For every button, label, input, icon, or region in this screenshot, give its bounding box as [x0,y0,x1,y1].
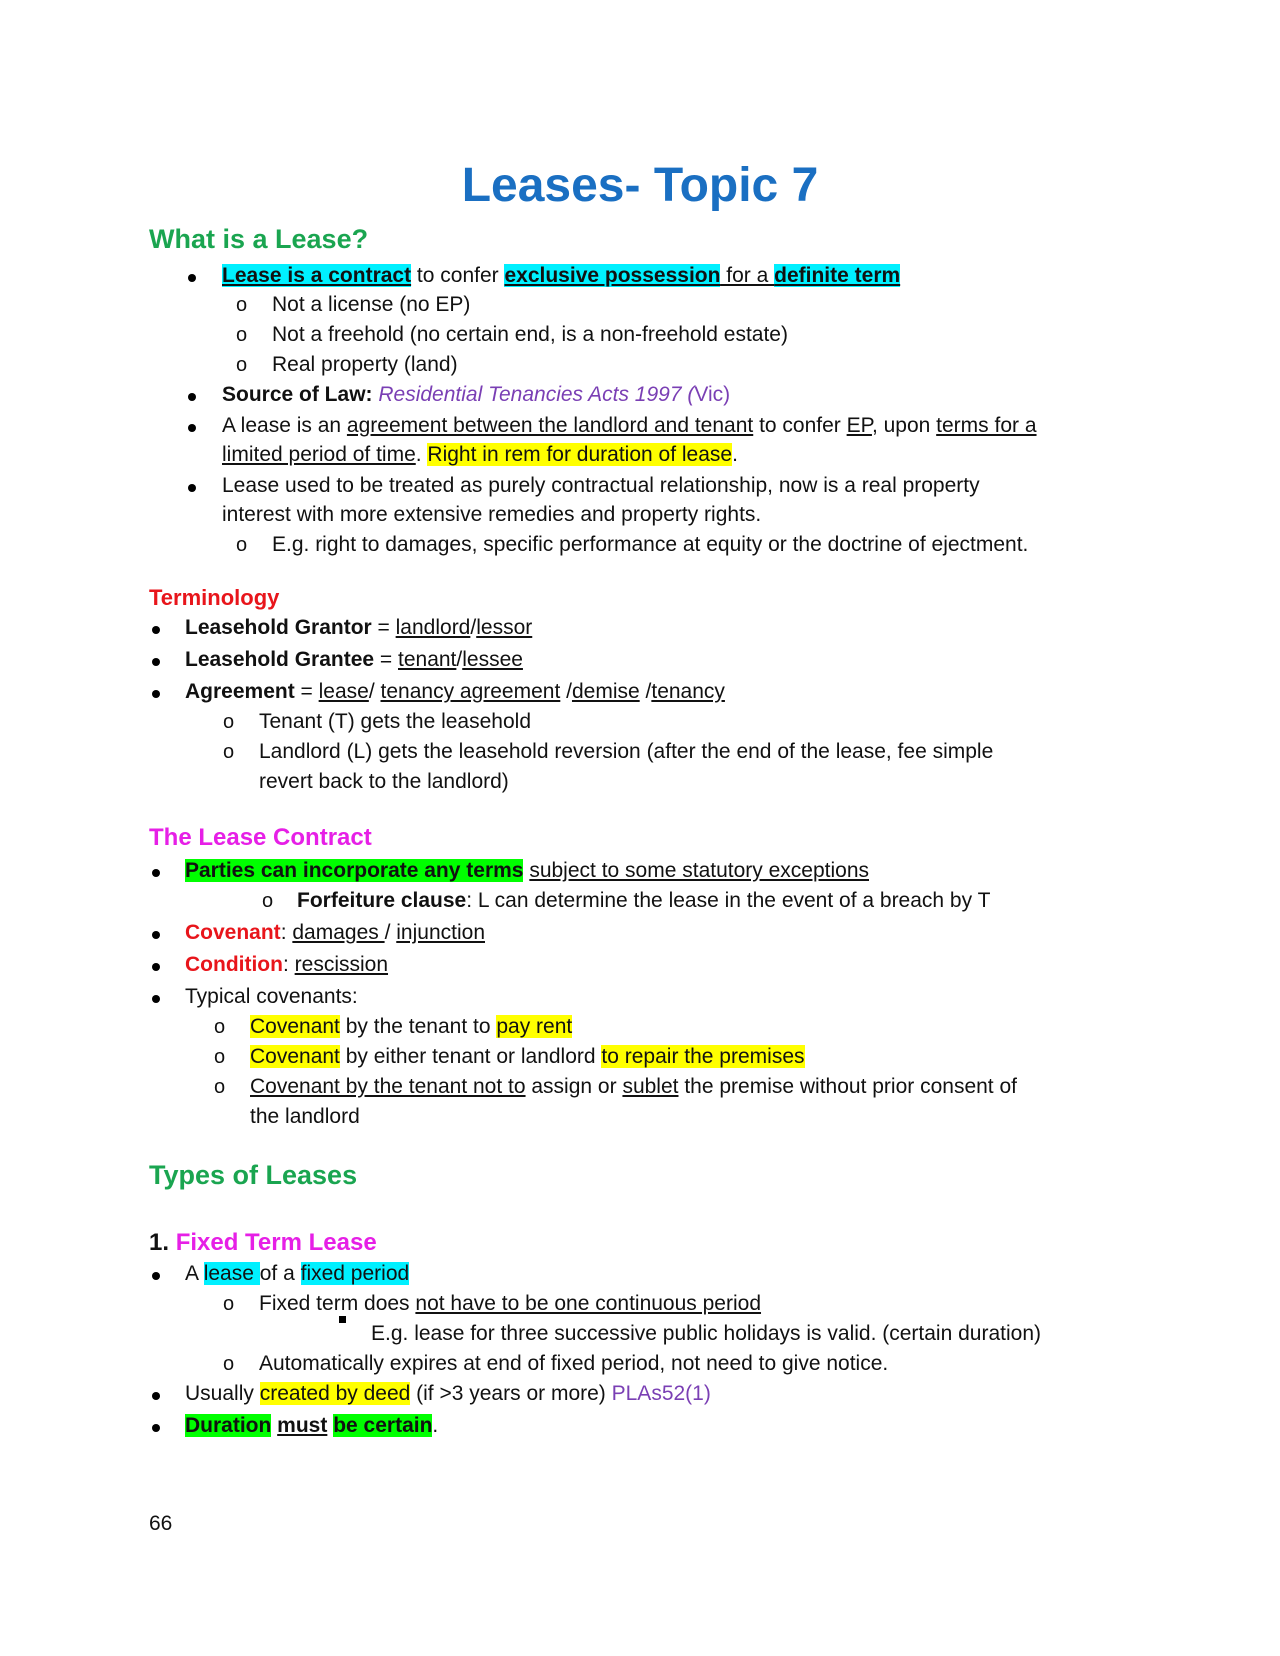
bullet-created-by-deed: Usually created by deed (if >3 years or more) PLAs52(1) [185,1382,711,1405]
bullet-icon [152,658,160,666]
bullet-contractual-relationship-line1: Lease used to be treated as purely contractual relationship, now is a real property [222,474,980,497]
sub-bullet-real-property: Real property (land) [272,353,458,376]
bullet-icon [152,1272,160,1280]
bullet-typical-covenants: Typical covenants: [185,985,358,1008]
bullet-icon [188,484,196,492]
term-leasehold-grantee: Leasehold Grantee = tenant/lessee [185,648,523,671]
covenant-repair-premises: Covenant by either tenant or landlord to repair the premises [250,1045,805,1068]
bullet-lease-definition: Lease is a contract to confer exclusive possession for a definite term [222,264,901,287]
sub-bullet-forfeiture-clause: Forfeiture clause: L can determine the lease in the event of a breach by T [297,889,991,912]
heading-lease-contract: The Lease Contract [149,824,372,851]
bullet-duration-certain: Duration must be certain. [185,1414,439,1437]
sub-bullet-not-freehold: Not a freehold (no certain end, is a non-freehold estate) [272,323,788,346]
circle-bullet-icon: o [236,294,248,316]
sub-sub-bullet-public-holidays: E.g. lease for three successive public holidays is valid. (certain duration) [371,1322,1041,1345]
circle-bullet-icon: o [223,711,235,733]
bullet-icon [152,869,160,877]
bullet-parties-incorporate-terms: Parties can incorporate any terms subject to some statutory exceptions [185,859,869,882]
bullet-fixed-period: A lease of a fixed period [185,1262,410,1285]
circle-bullet-icon: o [214,1046,226,1068]
circle-bullet-icon: o [262,890,274,912]
page-number: 66 [149,1512,173,1535]
sub-bullet-landlord-reversion-line1: Landlord (L) gets the leasehold reversion (after the end of the lease, fee simple [259,740,994,763]
sub-bullet-not-continuous: Fixed term does not have to be one continuous period [259,1292,762,1315]
bullet-icon [152,963,160,971]
heading-what-is-a-lease: What is a Lease? [149,224,369,254]
bullet-contractual-relationship-line2: interest with more extensive remedies and property rights. [222,503,762,526]
sub-bullet-not-license: Not a license (no EP) [272,293,471,316]
circle-bullet-icon: o [223,1293,235,1315]
bullet-icon [152,995,160,1003]
circle-bullet-icon: o [223,1353,235,1375]
sub-bullet-landlord-reversion-line2: revert back to the landlord) [259,770,509,793]
bullet-icon [152,1392,160,1400]
bullet-lease-agreement-line2: limited period of time. Right in rem for duration of lease. [222,443,738,466]
square-bullet-icon [339,1316,346,1323]
circle-bullet-icon: o [223,741,235,763]
heading-terminology: Terminology [149,585,280,610]
circle-bullet-icon: o [236,354,248,376]
bullet-icon [152,1424,160,1432]
sub-bullet-remedies-example: E.g. right to damages, specific performance at equity or the doctrine of ejectment. [272,533,1029,556]
sub-bullet-auto-expires: Automatically expires at end of fixed period, not need to give notice. [259,1352,889,1375]
bullet-icon [152,626,160,634]
bullet-icon [152,690,160,698]
page-title: Leases- Topic 7 [461,159,819,212]
covenant-pay-rent: Covenant by the tenant to pay rent [250,1015,573,1038]
covenant-not-assign-line2: the landlord [250,1105,360,1128]
sub-bullet-tenant-leasehold: Tenant (T) gets the leasehold [259,710,531,733]
term-agreement: Agreement = lease/ tenancy agreement /demise /tenancy [185,680,725,703]
circle-bullet-icon: o [214,1076,226,1098]
bullet-icon [152,931,160,939]
heading-fixed-term-lease: 1. Fixed Term Lease [149,1229,377,1256]
covenant-not-assign-line1: Covenant by the tenant not to assign or sublet the premise without prior consent of [250,1075,1017,1098]
bullet-icon [188,424,196,432]
circle-bullet-icon: o [236,534,248,556]
heading-types-of-leases: Types of Leases [149,1160,358,1190]
term-leasehold-grantor: Leasehold Grantor = landlord/lessor [185,616,533,639]
circle-bullet-icon: o [236,324,248,346]
bullet-condition: Condition: rescission [185,953,389,976]
bullet-covenant: Covenant: damages / injunction [185,921,485,944]
bullet-icon [188,274,196,282]
bullet-source-of-law: Source of Law: Residential Tenancies Acts 1997 (Vic) [222,383,731,406]
circle-bullet-icon: o [214,1016,226,1038]
bullet-icon [188,393,196,401]
bullet-lease-agreement-line1: A lease is an agreement between the landlord and tenant to confer EP, upon terms for a [222,414,1037,437]
